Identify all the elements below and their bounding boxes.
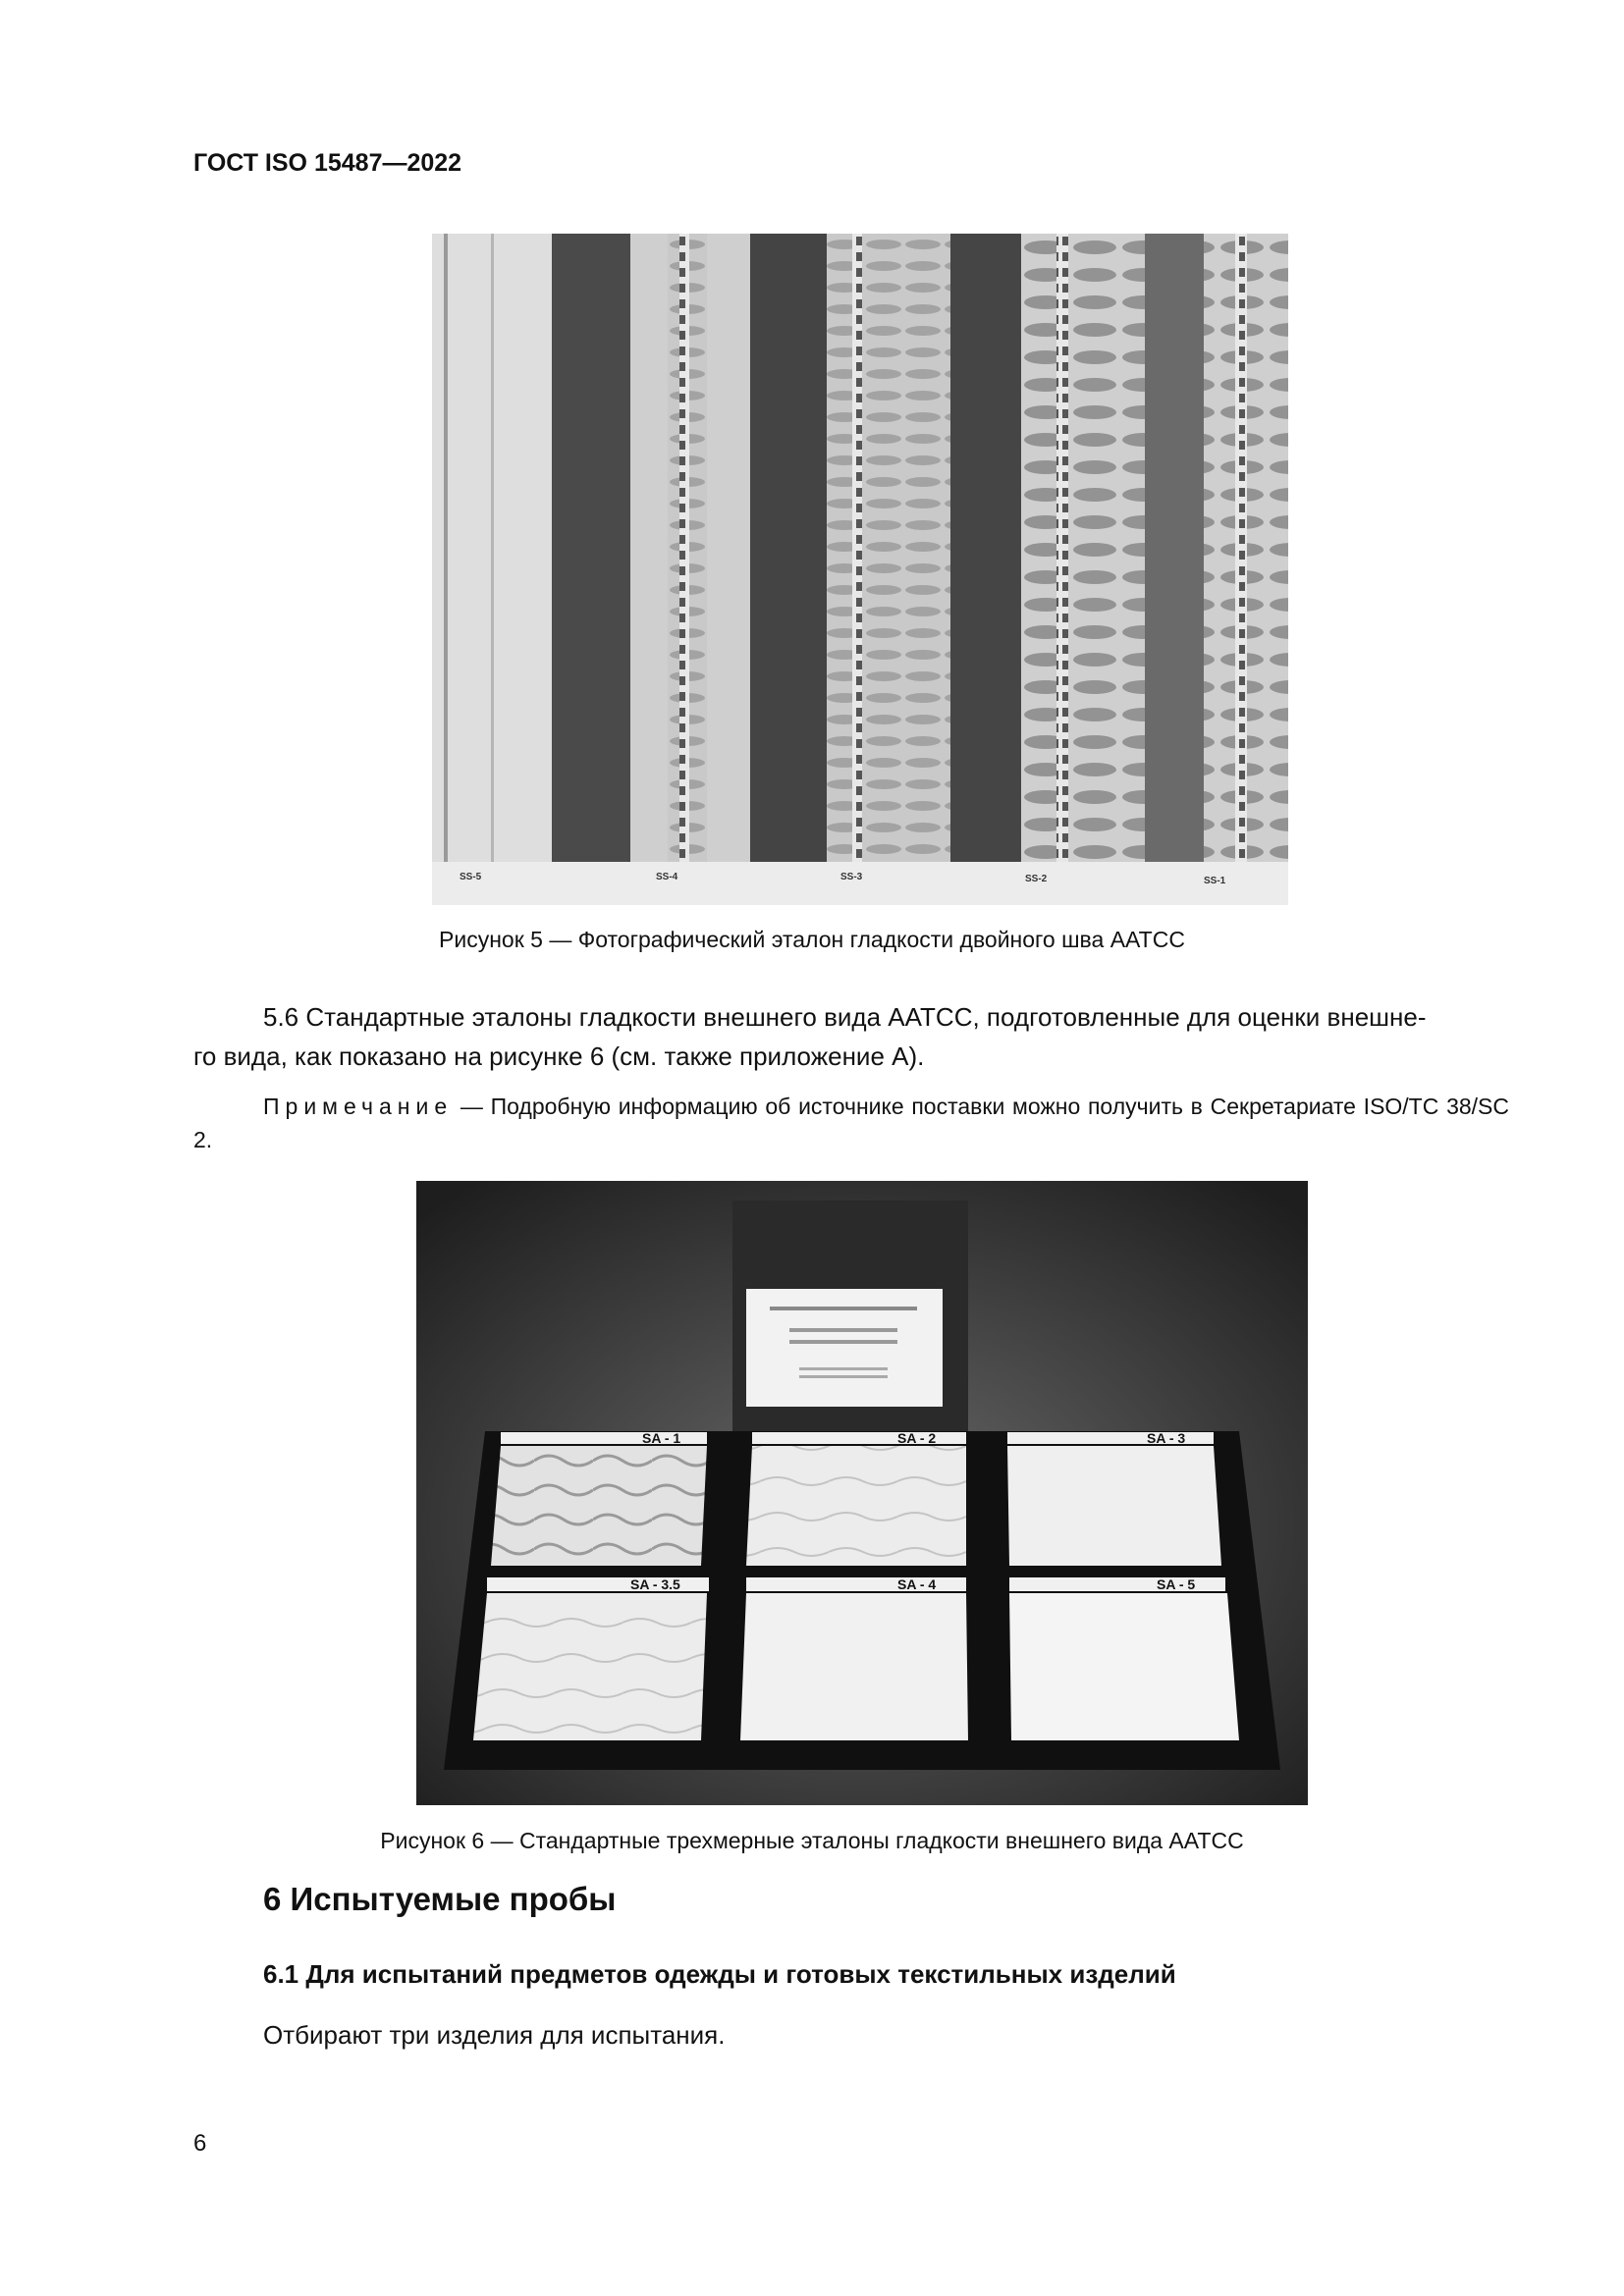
panel-label-sa-3-5: SA - 3.5 bbox=[630, 1576, 680, 1592]
strip-label-ss4: SS-4 bbox=[656, 872, 678, 882]
figure-5-photo bbox=[432, 234, 1288, 905]
note-text: — Подробную информацию об источнике поставки можно получить в Секретариате ISO/TC 38/SC 2. bbox=[193, 1094, 1509, 1152]
figure-6-photo bbox=[416, 1181, 1308, 1805]
figure-5-caption: Рисунок 5 — Фотографический эталон гладкости двойного шва AATCC bbox=[439, 927, 1185, 952]
section-6-heading: 6 Испытуемые пробы bbox=[263, 1881, 617, 1917]
paragraph-5-6-line-1: 5.6 Стандартные эталоны гладкости внешнего вида AATCC, подготовленные для оценки внешне- bbox=[263, 1002, 1427, 1032]
strip-label-ss2: SS-2 bbox=[1025, 874, 1048, 884]
panel-label-sa-4: SA - 4 bbox=[897, 1576, 937, 1592]
page-number: 6 bbox=[193, 2130, 207, 2157]
section-6-1-heading: 6.1 Для испытаний предметов одежды и готовых текстильных изделий bbox=[263, 1959, 1176, 1989]
figure-6-image bbox=[416, 1181, 1308, 1805]
figure-5-image bbox=[432, 234, 1288, 905]
note-block bbox=[193, 1090, 1509, 1156]
strip-label-ss5: SS-5 bbox=[460, 872, 482, 882]
strip-label-ss1: SS-1 bbox=[1204, 876, 1226, 886]
section-6-1-text: Отбирают три изделия для испытания. bbox=[263, 2020, 726, 2050]
panel-label-sa-2: SA - 2 bbox=[897, 1430, 937, 1446]
strip-label-ss3: SS-3 bbox=[840, 872, 863, 882]
panel-label-sa-5: SA - 5 bbox=[1157, 1576, 1196, 1592]
document-header: ГОСТ ISO 15487—2022 bbox=[193, 149, 462, 177]
paragraph-5-6-line-2: го вида, как показано на рисунке 6 (см. также приложение А). bbox=[193, 1041, 925, 1071]
figure-6-caption: Рисунок 6 — Стандартные трехмерные эталоны гладкости внешнего вида AATCC bbox=[380, 1828, 1244, 1853]
panel-label-sa-1: SA - 1 bbox=[642, 1430, 681, 1446]
panel-label-sa-3: SA - 3 bbox=[1147, 1430, 1186, 1446]
note-label: Примечание bbox=[263, 1094, 454, 1119]
